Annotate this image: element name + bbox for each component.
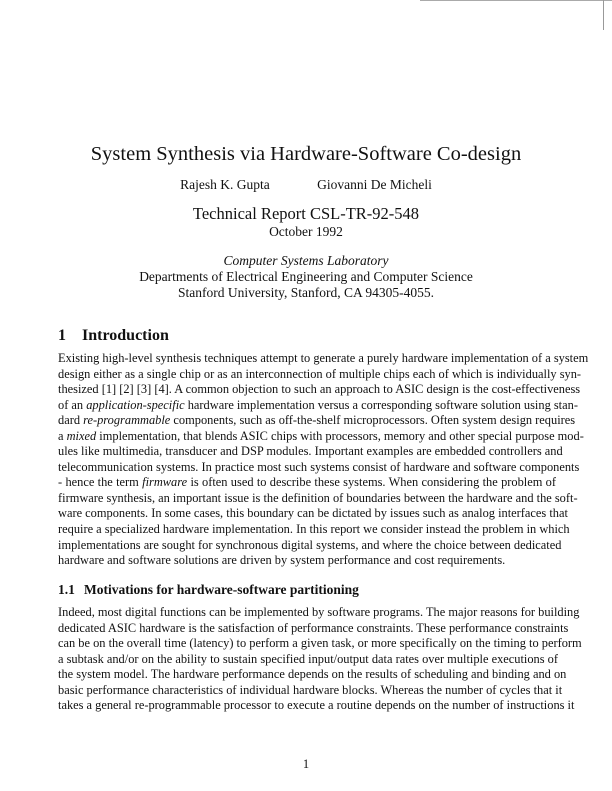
text-segment: a <box>58 428 67 443</box>
text-line <box>58 682 563 699</box>
paper-title: System Synthesis via Hardware-Software Co-design <box>90 143 522 165</box>
text-line <box>58 506 568 522</box>
text-segment: design either as a single chip or as an interconnection of multiple chips each of which is individually syn- <box>58 366 582 381</box>
department: Departments of Electrical Engineering and Computer Science <box>139 269 473 284</box>
text-segment: hardware implementation versus a corresponding software solution using stan- <box>184 397 578 412</box>
text-segment: ware components. In some cases, this boundary can be dictated by issues such as analog interfaces that <box>58 506 568 521</box>
text-segment: require a specialized hardware implementation. In this report we consider instead the problem in which <box>58 522 570 537</box>
text-line <box>58 382 581 398</box>
paragraph-introduction <box>58 351 589 569</box>
text-segment: telecommunication systems. In practice most such systems consist of hardware and software components <box>58 459 580 474</box>
text-line <box>58 444 563 460</box>
text-line <box>58 428 584 445</box>
text-segment: - hence the term <box>58 475 143 490</box>
text-segment: of an <box>58 397 87 412</box>
text-line <box>58 522 570 538</box>
text-line <box>58 475 556 491</box>
text-segment: implementation, that blends ASIC chips with processors, memory and other special purpose mod- <box>96 428 584 443</box>
text-line <box>58 459 580 476</box>
text-segment: basic performance characteristics of individual hardware blocks. Whereas the number of cycles that it <box>58 682 563 697</box>
text-line <box>58 620 569 637</box>
text-segment: dard <box>58 413 84 428</box>
paragraph-motivations <box>58 605 582 714</box>
report-date: October 1992 <box>269 224 343 239</box>
section-heading <box>58 327 169 345</box>
text-line <box>58 490 578 507</box>
university: Stanford University, Stanford, CA 94305-4055. <box>178 285 434 300</box>
section-number: 1 <box>58 327 66 344</box>
text-segment: thesized [1] [2] [3] [4]. A common objection to such an approach to ASIC design is the cost-effectiveness <box>58 382 581 397</box>
italic-term: re-programmable <box>83 413 171 428</box>
text-line <box>58 413 576 429</box>
text-segment: a subtask and/or on the ability to sustain specified input/output data rates over multiple executions of <box>58 651 558 666</box>
text-line <box>58 366 582 383</box>
text-line <box>58 636 582 652</box>
text-line <box>58 397 578 414</box>
italic-term: mixed <box>66 428 97 443</box>
author-name: Giovanni De Micheli <box>317 177 432 192</box>
subsection-number: 1.1 <box>58 582 75 597</box>
italic-term: firmware <box>142 475 188 490</box>
text-line <box>58 698 575 714</box>
text-segment: dedicated ASIC hardware is the satisfaction of performance constraints. These performance constraints <box>58 620 569 635</box>
text-segment: components, such as off-the-shelf microprocessors. Often system design requires <box>170 413 576 428</box>
text-segment: Indeed, most digital functions can be implemented by software programs. The major reasons for building <box>58 605 580 619</box>
text-segment: hardware and software solutions are driven by system performance and cost requirements. <box>58 553 506 568</box>
text-segment: implementations are sought for synchronous digital systems, and where the choice between dedicated <box>58 537 562 552</box>
text-line <box>58 652 556 668</box>
text-segment: firmware synthesis, an important issue is the definition of boundaries between the hardware and the soft- <box>58 490 578 505</box>
subsection-title: Motivations for hardware-software partitioning <box>84 582 359 597</box>
text-line <box>58 351 589 367</box>
text-line <box>58 605 580 621</box>
text-line <box>58 553 556 569</box>
text-segment: Existing high-level synthesis techniques attempt to generate a purely hardware implementation of a system <box>58 351 589 365</box>
lab-name: Computer Systems Laboratory <box>223 253 389 268</box>
page-number: 1 <box>302 757 310 771</box>
subsection-heading <box>58 582 359 598</box>
italic-term: application-specific <box>86 397 185 412</box>
text-segment: is often used to describe these systems. When considering the problem of <box>187 475 557 490</box>
report-number: Technical Report CSL-TR-92-548 <box>192 204 420 223</box>
text-segment: the system model. The hardware performance depends on the results of scheduling and binding and on <box>58 667 567 682</box>
scan-edge-line <box>420 0 612 1</box>
text-segment: takes a general re-programmable processor to execute a routine depends on the number of instructions it <box>58 698 575 713</box>
scan-edge <box>603 0 612 30</box>
author-name: Rajesh K. Gupta <box>180 177 270 192</box>
text-segment: can be on the overall time (latency) to perform a given task, or more specifically on the timing to perform <box>58 636 582 651</box>
authors <box>0 177 612 193</box>
text-line <box>58 537 562 554</box>
text-line <box>58 667 567 683</box>
text-segment: ules like multimedia, transducer and DSP modules. Important examples are embedded controllers and <box>58 444 563 459</box>
section-title: Introduction <box>82 327 169 344</box>
